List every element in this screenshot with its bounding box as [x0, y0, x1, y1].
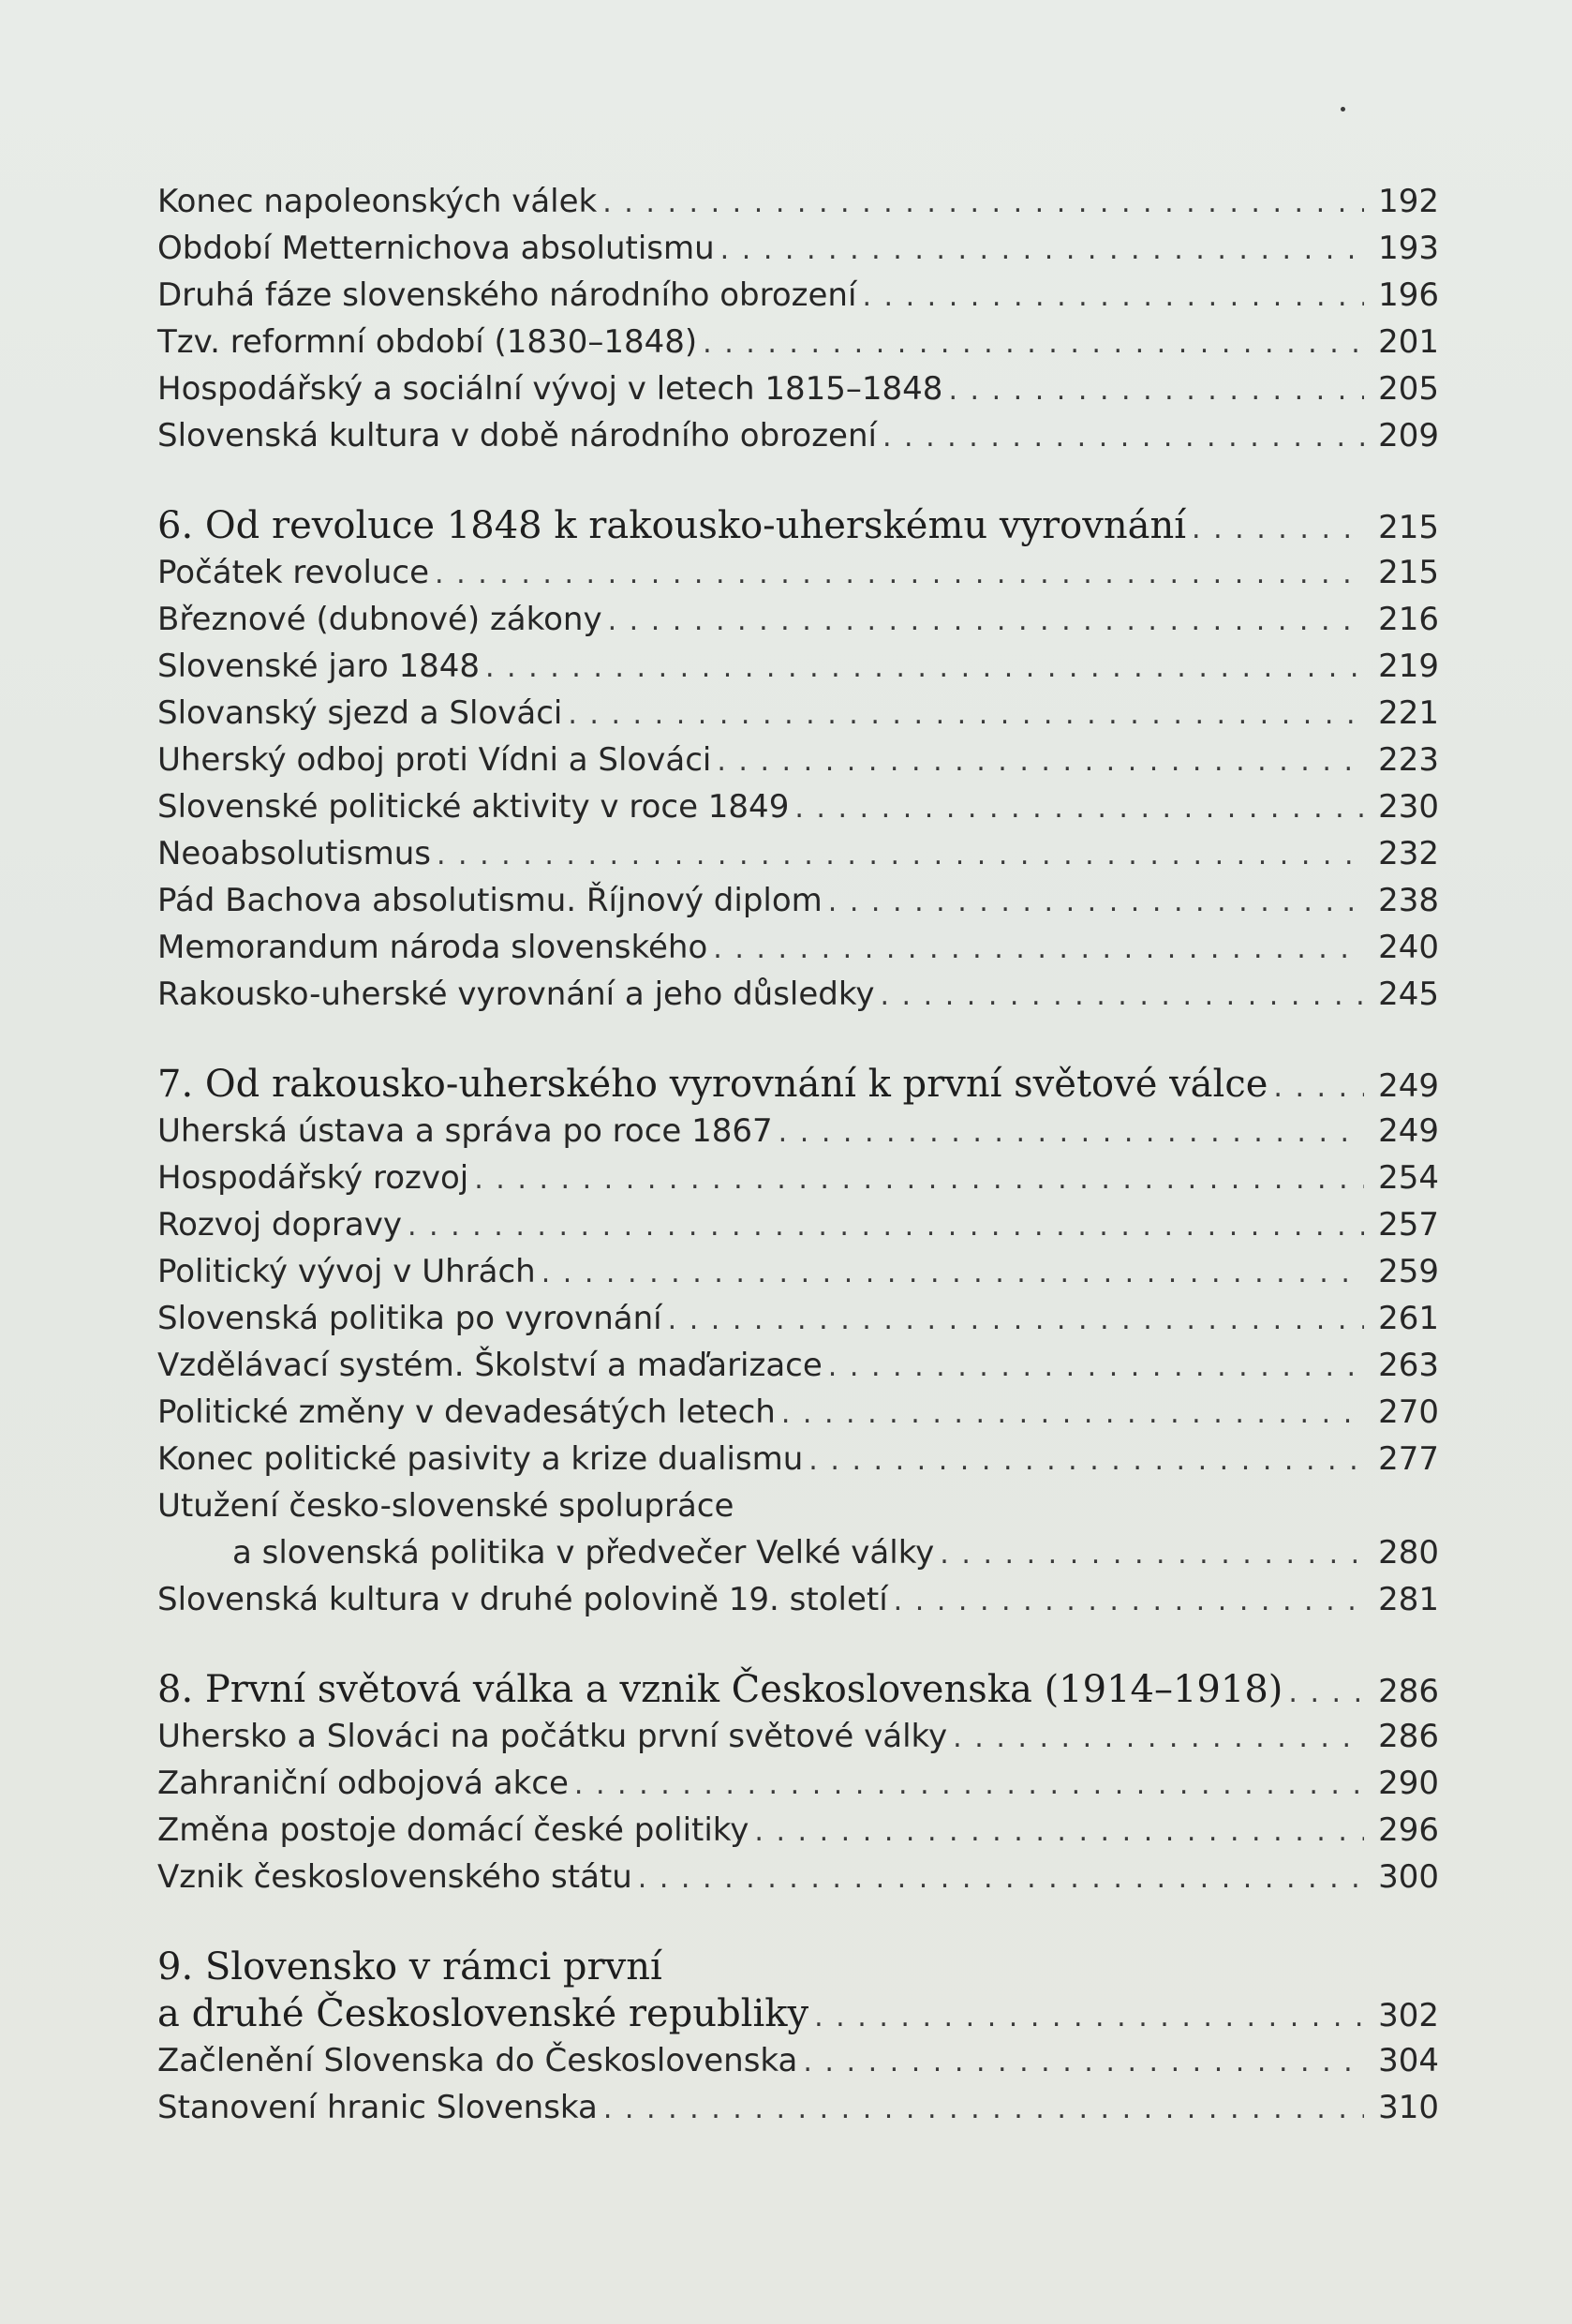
entry-title: Uhersko a Slováci na počátku první světové války	[157, 1718, 948, 1755]
entry-title: Zahraniční odbojová akce	[157, 1765, 569, 1802]
chapter-8	[157, 1666, 1439, 1900]
leader-dots	[638, 1855, 1364, 1902]
toc-entry	[157, 1248, 1439, 1295]
toc-entry	[157, 2037, 1439, 2084]
entry-page: 205	[1378, 370, 1439, 408]
entry-title: Počátek revoluce	[157, 554, 430, 591]
leader-dots	[862, 274, 1364, 320]
leader-dots	[880, 973, 1364, 1020]
toc-entry	[157, 924, 1439, 971]
entry-title: Březnové (dubnové) zákony	[157, 601, 602, 638]
toc-entry	[157, 971, 1439, 1018]
chapter-heading	[157, 1666, 1439, 1713]
entry-page: 286	[1378, 1718, 1439, 1755]
entry-title: Vzdělávací systém. Školství a maďarizace	[157, 1347, 823, 1384]
leader-dots	[1288, 1670, 1364, 1717]
toc-entry	[157, 549, 1439, 596]
leader-dots	[779, 1110, 1364, 1156]
entry-page: 232	[1378, 835, 1439, 872]
entry-title: Konec napoleonských válek	[157, 183, 598, 220]
entry-page: 277	[1378, 1440, 1439, 1478]
entry-title: Změna postoje domácí české politiky	[157, 1811, 749, 1849]
toc-entry	[157, 877, 1439, 924]
entry-page: 261	[1378, 1300, 1439, 1337]
entry-page: 193	[1378, 230, 1439, 267]
entry-page: 300	[1378, 1858, 1439, 1896]
entry-title: Politický vývoj v Uhrách	[157, 1253, 536, 1290]
chapter-title: 6. Od revoluce 1848 k rakousko-uherskému vyrovnání	[157, 504, 1187, 547]
entry-page: 245	[1378, 976, 1439, 1013]
leader-dots	[437, 832, 1364, 879]
intro-section	[157, 178, 1439, 459]
entry-title: Rakousko-uherské vyrovnání a jeho důsledky	[157, 976, 875, 1013]
entry-page: 290	[1378, 1765, 1439, 1802]
toc-entry	[157, 1295, 1439, 1342]
toc-entry	[157, 1436, 1439, 1482]
entry-title: Slovenské politické aktivity v roce 1849	[157, 788, 790, 826]
toc-entry	[157, 690, 1439, 737]
entry-title: Hospodářský rozvoj	[157, 1159, 469, 1197]
toc-entry	[157, 1108, 1439, 1155]
leader-dots	[803, 2039, 1364, 2086]
toc-entry	[157, 1854, 1439, 1900]
entry-page: 270	[1378, 1393, 1439, 1431]
leader-dots	[668, 1297, 1364, 1344]
entry-page: 201	[1378, 323, 1439, 361]
leader-dots	[602, 180, 1364, 227]
entry-page: 259	[1378, 1253, 1439, 1290]
chapter-6	[157, 502, 1439, 1018]
entry-page: 221	[1378, 694, 1439, 732]
toc-entry	[157, 737, 1439, 783]
entry-title: Slovenská politika po vyrovnání	[157, 1300, 662, 1337]
leader-dots	[794, 785, 1364, 832]
chapter-heading-line2	[157, 1990, 1439, 2037]
leader-dots	[828, 879, 1364, 926]
chapter-page: 302	[1378, 1997, 1439, 2034]
toc-entry	[157, 225, 1439, 272]
toc-entry	[157, 830, 1439, 877]
toc-entry	[157, 412, 1439, 459]
leader-dots	[717, 738, 1364, 785]
chapter-9	[157, 1944, 1439, 2131]
leader-dots	[882, 414, 1364, 461]
chapter-7	[157, 1061, 1439, 1623]
entry-page: 192	[1378, 183, 1439, 220]
leader-dots	[574, 1762, 1364, 1809]
entry-title: Politické změny v devadesátých letech	[157, 1393, 776, 1431]
toc-entry	[157, 319, 1439, 365]
entry-title-continued: a slovenská politika v předvečer Velké války	[232, 1534, 935, 1572]
toc-entry-line1	[157, 1482, 1439, 1529]
leader-dots	[608, 598, 1364, 645]
entry-title: Slovenské jaro 1848	[157, 648, 480, 685]
toc-entry	[157, 178, 1439, 225]
entry-page: 304	[1378, 2042, 1439, 2079]
leader-dots	[435, 551, 1364, 598]
entry-page: 257	[1378, 1206, 1439, 1244]
entry-page: 219	[1378, 648, 1439, 685]
entry-page: 254	[1378, 1159, 1439, 1197]
toc-entry	[157, 365, 1439, 412]
toc-entry	[157, 272, 1439, 319]
chapter-page: 286	[1378, 1673, 1439, 1710]
entry-title: Stanovení hranic Slovenska	[157, 2089, 598, 2126]
ink-speck	[1341, 107, 1345, 112]
leader-dots	[541, 1250, 1364, 1297]
entry-page: 209	[1378, 417, 1439, 454]
entry-page: 223	[1378, 741, 1439, 779]
toc-entry	[157, 2084, 1439, 2131]
entry-page: 296	[1378, 1811, 1439, 1849]
toc-entry	[157, 1807, 1439, 1854]
entry-title: Vznik československého státu	[157, 1858, 632, 1896]
leader-dots	[781, 1391, 1364, 1438]
entry-page: 280	[1378, 1534, 1439, 1572]
entry-title: Pád Bachova absolutismu. Říjnový diplom	[157, 882, 823, 919]
leader-dots	[814, 1994, 1364, 2041]
chapter-page: 249	[1378, 1067, 1439, 1105]
chapter-heading	[157, 502, 1439, 549]
toc-entry	[157, 643, 1439, 690]
toc-entry	[157, 1389, 1439, 1436]
leader-dots	[713, 926, 1364, 973]
leader-dots	[568, 692, 1364, 738]
leader-dots	[720, 227, 1364, 274]
entry-title: Konec politické pasivity a krize dualismu	[157, 1440, 804, 1478]
toc-entry	[157, 1576, 1439, 1623]
chapter-title: 9. Slovensko v rámci první	[157, 1945, 662, 1989]
toc-entry-line2	[157, 1529, 1439, 1576]
chapter-heading	[157, 1061, 1439, 1108]
entry-page: 215	[1378, 554, 1439, 591]
leader-dots	[474, 1156, 1364, 1203]
entry-title: Tzv. reformní období (1830–1848)	[157, 323, 698, 361]
toc-entry	[157, 1342, 1439, 1389]
chapter-title: 7. Od rakousko-uherského vyrovnání k první světové válce	[157, 1063, 1268, 1106]
entry-title: Začlenění Slovenska do Československa	[157, 2042, 798, 2079]
leader-dots	[754, 1809, 1364, 1855]
toc-entry	[157, 1713, 1439, 1760]
entry-title: Slovenská kultura v době národního obrození	[157, 417, 877, 454]
entry-title: Rozvoj dopravy	[157, 1206, 402, 1244]
table-of-contents	[157, 178, 1439, 2131]
leader-dots	[940, 1531, 1364, 1578]
chapter-heading-line1	[157, 1944, 1439, 1990]
leader-dots	[828, 1344, 1364, 1391]
chapter-page: 215	[1378, 509, 1439, 546]
leader-dots	[485, 645, 1364, 692]
toc-entry	[157, 1201, 1439, 1248]
leader-dots	[894, 1578, 1364, 1625]
chapter-title-continued: a druhé Československé republiky	[157, 1992, 809, 2035]
leader-dots	[953, 1715, 1364, 1762]
entry-page: 196	[1378, 276, 1439, 314]
entry-title: Slovanský sjezd a Slováci	[157, 694, 563, 732]
toc-entry	[157, 1760, 1439, 1807]
leader-dots	[408, 1203, 1364, 1250]
entry-title: Období Metternichova absolutismu	[157, 230, 715, 267]
entry-title: Druhá fáze slovenského národního obrození	[157, 276, 857, 314]
leader-dots	[1192, 506, 1364, 553]
toc-entry	[157, 783, 1439, 830]
entry-page: 230	[1378, 788, 1439, 826]
leader-dots	[948, 367, 1364, 414]
entry-title: Neoabsolutismus	[157, 835, 431, 872]
entry-page: 310	[1378, 2089, 1439, 2126]
entry-page: 240	[1378, 929, 1439, 966]
leader-dots	[703, 320, 1364, 367]
entry-title: Utužení česko-slovenské spolupráce	[157, 1487, 734, 1525]
entry-page: 281	[1378, 1581, 1439, 1618]
entry-title: Slovenská kultura v druhé polovině 19. století	[157, 1581, 888, 1618]
leader-dots	[808, 1438, 1364, 1484]
leader-dots	[603, 2086, 1364, 2133]
entry-page: 249	[1378, 1112, 1439, 1150]
entry-title: Hospodářský a sociální vývoj v letech 1815–1848	[157, 370, 943, 408]
toc-entry	[157, 1155, 1439, 1201]
entry-title: Memorandum národa slovenského	[157, 929, 708, 966]
entry-page: 263	[1378, 1347, 1439, 1384]
leader-dots	[1273, 1065, 1364, 1111]
entry-title: Uherská ústava a správa po roce 1867	[157, 1112, 773, 1150]
toc-entry	[157, 596, 1439, 643]
entry-page: 216	[1378, 601, 1439, 638]
chapter-title: 8. První světová válka a vznik Československa (1914–1918)	[157, 1668, 1283, 1711]
entry-page: 238	[1378, 882, 1439, 919]
entry-title: Uherský odboj proti Vídni a Slováci	[157, 741, 712, 779]
